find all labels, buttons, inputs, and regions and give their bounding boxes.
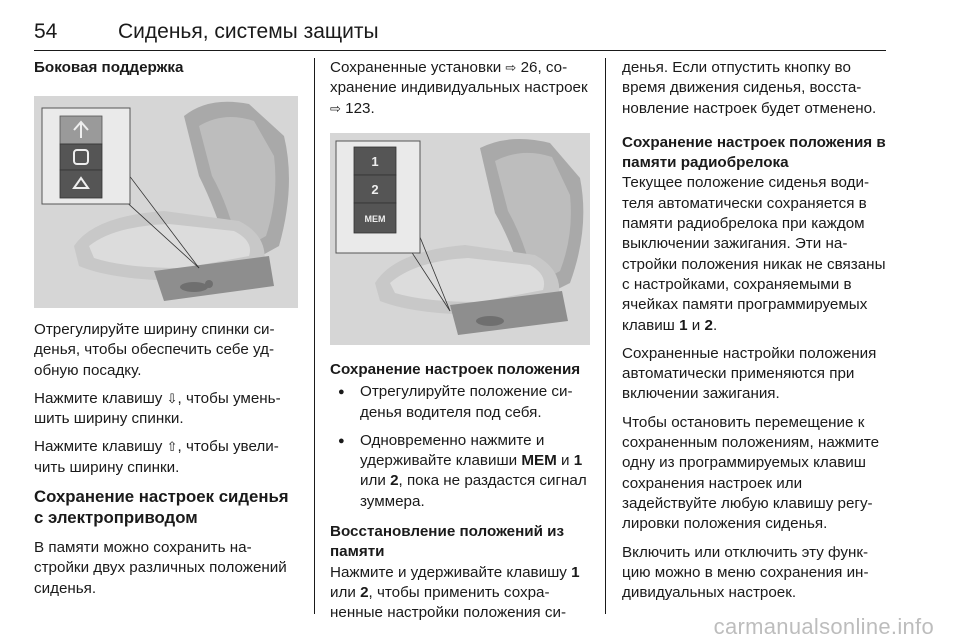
memory-buttons-illustration: [330, 133, 590, 345]
text: , пока не раздастся сигнал зуммера.: [360, 472, 587, 510]
key-name: 2: [390, 472, 399, 490]
paragraph: Чтобы остановить перемещение к сохраненным положениям, нажмите одну из программируемых клавиш сохранения настроек или задействуйте любую клавишу регулировки положения сиденья.: [622, 413, 880, 533]
text: Сохраненные установки: [330, 59, 506, 76]
reference-arrow-icon: ⇨: [505, 60, 517, 75]
memory-button-mem-label: MEM: [364, 214, 386, 224]
text: или: [360, 472, 391, 490]
watermark: carmanualsonline.info: [713, 614, 934, 639]
column-3: [622, 58, 886, 611]
paragraph: Включить или отключить эту функцию можно в меню сохранения индивидуальных настроек.: [622, 543, 869, 602]
column-2-body: [330, 360, 592, 632]
text: .: [712, 316, 718, 334]
paragraph: [622, 173, 886, 335]
page-reference[interactable]: 123: [345, 99, 371, 117]
section-heading: Боковая поддержка: [34, 59, 184, 76]
list-item: [330, 431, 592, 512]
text: , чтобы увеличить ширину спинки.: [34, 438, 279, 476]
memory-button-1-label: 1: [371, 154, 379, 169]
page-title: Сиденья, системы защиты: [118, 20, 379, 43]
paragraph: В памяти можно сохранить настройки двух различных положений сиденья.: [34, 539, 287, 597]
key-name: 2: [704, 316, 713, 334]
steps-list: [330, 382, 592, 512]
key-name: 1: [571, 563, 580, 581]
page-header: [34, 18, 886, 52]
bolster-widen-icon: ⇧: [166, 439, 178, 455]
text: Нажмите клавишу: [34, 438, 167, 456]
column-1-body: [34, 320, 298, 607]
column-divider: [314, 58, 315, 614]
column-1: [34, 58, 298, 86]
column-divider: [605, 58, 606, 614]
text: Нажмите клавишу: [34, 389, 167, 407]
text: Нажмите и удерживайте клавишу: [330, 563, 572, 581]
section-heading: Сохранение настроек сиденья с электроприводом: [34, 487, 289, 528]
page-number: 54: [34, 20, 58, 43]
header-rule: [34, 50, 886, 51]
text: Текущее положение сиденья водителя автоматически сохраняется в памяти радиобрелока при каждом выключении зажигания. Эти настройки положения никак не связаны с настройками, сохраняемыми в ячейках памяти программируемых клавиш: [622, 174, 886, 334]
text: .: [370, 99, 375, 117]
column-2: [330, 58, 592, 127]
text: Одновременно нажмите и удерживайте клавиши: [360, 431, 545, 470]
text: , сохранение индивидуальных настроек: [330, 59, 588, 97]
reference-arrow-icon: ⇨: [330, 100, 341, 116]
key-name: MEM: [521, 452, 557, 470]
text: , чтобы уменьшить ширину спинки.: [34, 389, 281, 428]
paragraph: [330, 58, 592, 119]
key-name: 2: [360, 583, 369, 601]
section-heading: Сохранение настроек положения: [330, 361, 581, 378]
memory-button-2-label: 2: [371, 182, 379, 197]
side-bolster-illustration: [34, 96, 298, 308]
paragraph: Сохраненные настройки положения автоматически применяются при включении зажигания.: [622, 344, 877, 403]
key-name: 1: [573, 452, 583, 470]
list-item: ● Отрегулируйте положение сиденья водителя под себя.: [330, 382, 592, 423]
key-name: 1: [679, 316, 688, 334]
text: и: [687, 316, 705, 334]
page-reference[interactable]: 26: [520, 59, 538, 76]
paragraph: [34, 389, 298, 430]
text: или: [330, 583, 361, 601]
paragraph: Отрегулируйте ширину спинки сиденья, чтобы обеспечить себе удобную посадку.: [34, 321, 275, 379]
section-heading: Сохранение настроек положения в памяти радиобрелока: [622, 133, 886, 172]
paragraph: [330, 563, 592, 624]
bolster-narrow-icon: ⇩: [166, 390, 178, 406]
paragraph: денья. Если отпустить кнопку во время движения сиденья, восстановление настроек будет отменено.: [622, 59, 877, 117]
text: и: [556, 452, 574, 470]
section-heading: Восстановление положений из памяти: [330, 523, 565, 561]
paragraph: [34, 437, 298, 478]
text: , чтобы применить сохраненные настройки положения си-: [330, 583, 566, 622]
